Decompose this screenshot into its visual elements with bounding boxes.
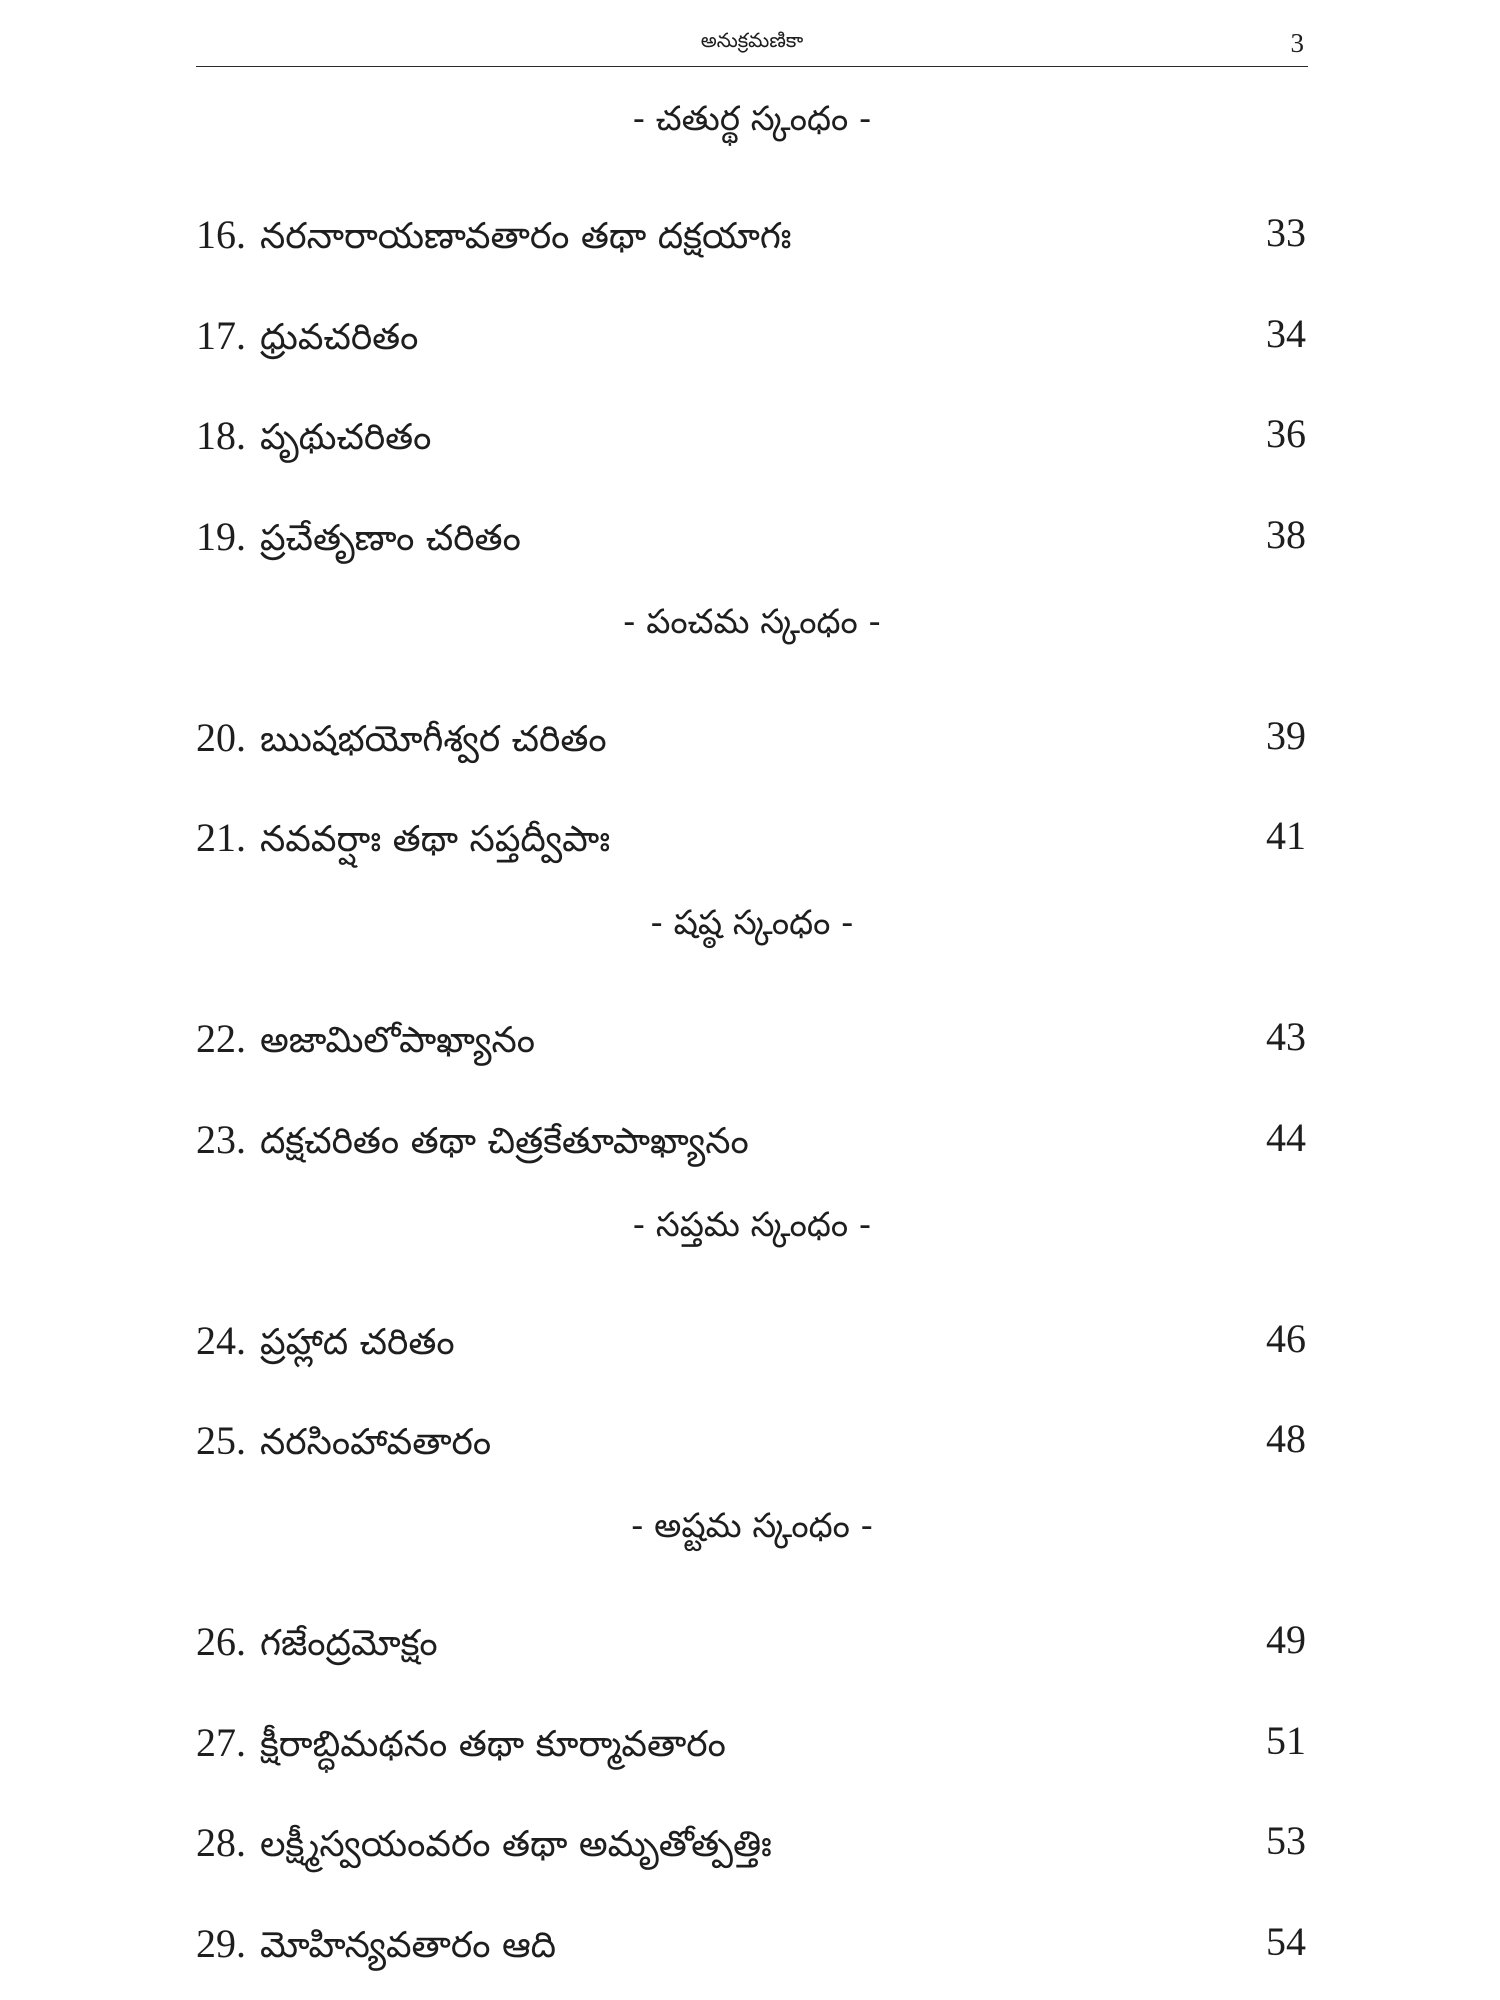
section-heading: - అష్టమ స్కంధం - bbox=[631, 1506, 873, 1546]
toc-entry bbox=[196, 786, 1308, 887]
entry-title: క్షీరాబ్ధిమథనం తథా కూర్మావతారం bbox=[260, 1723, 726, 1765]
toc-entry bbox=[196, 283, 1308, 384]
entry-page-number: 44 bbox=[1266, 1114, 1306, 1160]
entry-number: 28. bbox=[196, 1820, 246, 1866]
entry-title: ప్రహ్లాద చరితం bbox=[260, 1321, 455, 1363]
entry-number: 18. bbox=[196, 413, 246, 459]
section-heading-row bbox=[196, 585, 1308, 686]
entry-number: 23. bbox=[196, 1116, 246, 1162]
entry-page-number: 36 bbox=[1266, 411, 1306, 457]
page-number: 3 bbox=[1290, 28, 1304, 58]
entry-title: దక్షచరితం తథా చిత్రకేతూపాఖ్యానం bbox=[260, 1120, 749, 1162]
entry-page-number: 41 bbox=[1266, 813, 1306, 859]
section-heading-row bbox=[196, 886, 1308, 987]
toc-entry bbox=[196, 183, 1308, 284]
entry-title: నరనారాయణావతారం తథా దక్షయాగః bbox=[260, 216, 792, 258]
section-heading: - సప్తమ స్కంధం - bbox=[632, 1204, 872, 1245]
section-heading-row bbox=[196, 1489, 1308, 1590]
toc-entry bbox=[196, 987, 1308, 1088]
entry-number: 19. bbox=[196, 513, 246, 559]
toc-entry bbox=[196, 1791, 1308, 1892]
entry-page-number: 33 bbox=[1266, 210, 1306, 256]
entry-page-number: 46 bbox=[1266, 1315, 1306, 1361]
entry-number: 20. bbox=[196, 714, 246, 760]
entry-page-number: 54 bbox=[1266, 1918, 1306, 1964]
toc-entry bbox=[196, 1590, 1308, 1691]
entry-title: నరసింహావతారం bbox=[260, 1422, 492, 1464]
entry-page-number: 48 bbox=[1266, 1416, 1306, 1462]
section-heading: - షష్ఠ స్కంధం - bbox=[650, 903, 854, 943]
entry-number: 21. bbox=[196, 815, 246, 861]
entry-number: 29. bbox=[196, 1920, 246, 1966]
entry-number: 26. bbox=[196, 1619, 246, 1665]
toc-entry bbox=[196, 1389, 1308, 1490]
entry-number: 17. bbox=[196, 312, 246, 358]
entry-title: నవవర్షాః తథా సప్తద్వీపాః bbox=[260, 819, 611, 861]
entry-number: 16. bbox=[196, 212, 246, 258]
section-heading: - పంచమ స్కంధం - bbox=[623, 601, 881, 642]
running-head bbox=[196, 24, 1308, 68]
entry-number: 27. bbox=[196, 1719, 246, 1765]
entry-page-number: 38 bbox=[1266, 511, 1306, 557]
toc-entry bbox=[196, 384, 1308, 485]
entry-number: 22. bbox=[196, 1016, 246, 1062]
section-heading: - చతుర్థ స్కంధం - bbox=[632, 99, 872, 139]
toc-entry bbox=[196, 484, 1308, 585]
entry-title: పృథుచరితం bbox=[260, 417, 432, 459]
toc-entry bbox=[196, 1690, 1308, 1791]
running-title: అనుక్రమణికా bbox=[700, 28, 804, 52]
toc-entry bbox=[196, 1891, 1308, 1992]
entry-title: గజేంద్రమోక్షం bbox=[260, 1623, 438, 1665]
entry-page-number: 51 bbox=[1266, 1717, 1306, 1763]
entry-page-number: 39 bbox=[1266, 712, 1306, 758]
entry-page-number: 43 bbox=[1266, 1014, 1306, 1060]
entry-page-number: 53 bbox=[1266, 1818, 1306, 1864]
entry-number: 24. bbox=[196, 1317, 246, 1363]
entry-number: 25. bbox=[196, 1418, 246, 1464]
entry-title: అజామిలోపాఖ్యానం bbox=[260, 1020, 535, 1062]
entry-title: ప్రచేతృణాం చరితం bbox=[260, 517, 521, 559]
toc-entry bbox=[196, 1087, 1308, 1188]
entry-page-number: 49 bbox=[1266, 1617, 1306, 1663]
entry-title: లక్ష్మీస్వయంవరం తథా అమృతోత్పత్తిః bbox=[260, 1824, 772, 1866]
entry-page-number: 34 bbox=[1266, 310, 1306, 356]
entry-title: మోహిన్యవతారం ఆది bbox=[260, 1924, 557, 1966]
header-rule bbox=[196, 66, 1308, 67]
section-heading-row bbox=[196, 82, 1308, 183]
toc-entry bbox=[196, 1288, 1308, 1389]
entry-title: ధ్రువచరితం bbox=[260, 316, 419, 358]
section-heading-row bbox=[196, 1188, 1308, 1289]
table-of-contents bbox=[196, 82, 1308, 1966]
entry-title: ఋషభయోగీశ్వర చరితం bbox=[260, 718, 607, 760]
toc-entry bbox=[196, 685, 1308, 786]
